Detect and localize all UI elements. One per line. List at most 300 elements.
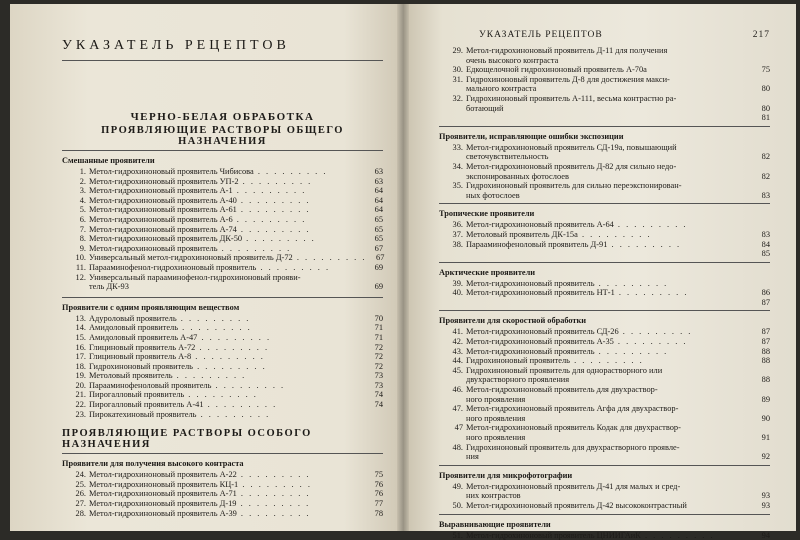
entry-title [89,480,365,490]
entry-page: 87 [761,327,770,337]
entry-title-line: Метол-гидрохиноновый проявитель Д-82 для сильно недо- [466,161,677,171]
entry-page: 92 [761,452,770,462]
entry-number: 41. [452,327,463,337]
index-entry [62,244,383,254]
entry-title-text: Адуроловый проявитель [89,313,177,323]
entry-continuation [439,113,770,123]
entry-number: 9. [79,243,86,253]
leader-dots: . . . . . . . . . [184,390,258,400]
entry-number: 31. [452,74,463,84]
entry-title [89,343,365,353]
main-heading: ЧЕРНО-БЕЛАЯ ОБРАБОТКА [130,111,315,123]
entry-title [466,240,752,250]
index-entry [439,531,770,540]
entry-title-text: Метол-гидрохиноновый проявитель Д-19 [89,499,237,509]
entry-title [89,400,365,410]
entry-page: 74 [374,400,383,410]
entry-title [466,75,752,94]
entry-number: 43. [452,346,463,356]
entry-title [466,337,752,347]
entry-number: 24. [75,470,86,480]
entry-title-text: Метол-гидрохиноновый проявитель УП-2 [89,176,239,186]
entry-title-text: Гидрохиноновый проявитель [89,361,193,371]
entry-title-text: Метол-гидрохиноновый проявитель ЦНИИГАиК [466,530,641,540]
header-rule [62,60,383,61]
entry-page: 90 [761,413,770,423]
group-title-exposure: Проявители, исправляющие ошибки экспозиции [439,131,624,141]
entry-title [89,253,366,263]
entry-number: 29. [452,46,463,55]
entry-number: 1. [79,167,86,176]
entry-page: 87 [761,337,770,347]
entry-title-text: Метол-гидрохиноновый проявитель [89,243,218,253]
leader-dots: . . . . . . . . . [196,409,271,419]
entry-number: 20. [75,380,86,390]
entry-title [466,404,752,423]
leader-dots: . . . . . . . . . [178,323,252,333]
entry-title-line: Метол-гидрохиноновый проявитель для двухраствор- [466,385,658,395]
arctic-list [439,279,770,298]
section-rule [439,514,770,515]
microphotography-list [439,482,770,511]
leader-dots: . . . . . . . . . [236,489,311,499]
index-entry [62,177,383,187]
entry-page: 83 [761,190,770,200]
section-title-general: ПРОЯВЛЯЮЩИЕ РАСТВОРЫ ОБЩЕГО НАЗНАЧЕНИЯ [101,125,344,147]
entry-page: 91 [761,433,770,442]
index-entry [439,443,770,462]
leader-dots: . . . . . . . . . [176,313,251,323]
entry-title-line: мального контраста [466,84,537,94]
leader-dots: . . . . . . . . . [236,470,311,480]
entry-title [466,65,752,75]
running-title: УКАЗАТЕЛЬ РЕЦЕПТОВ [479,30,603,40]
index-entry [439,279,770,289]
entry-title-line: Гидрохиноновый проявитель для однорастворного или [466,365,663,375]
leader-dots: . . . . . . . . . [191,352,265,362]
leader-dots: . . . . . . . . . [253,167,328,176]
entry-page: 84 [761,239,770,249]
high-contrast-list [62,470,383,518]
entry-number: 6. [79,214,86,224]
leader-dots: . . . . . . . . . [618,327,693,337]
entry-title-text: Парааминофенол-гидрохиноновый проявитель [89,262,257,272]
entry-title-line: ботающий [466,103,504,113]
index-entry [439,65,770,75]
entry-page: 67 [376,253,385,263]
entry-number: 51. [452,530,463,540]
index-entry [62,352,383,362]
leader-dots: . . . . . . . . . [594,278,669,288]
group-title-tropical: Тропические проявители [439,209,535,219]
leader-dots: . . . . . . . . . [238,479,312,489]
left-page [10,4,403,531]
running-head [439,30,770,46]
index-entry [439,482,770,501]
leader-dots: . . . . . . . . . [256,262,331,272]
entry-number: 15. [75,332,86,342]
entry-page: 70 [374,313,383,323]
entry-number: 36. [452,220,463,230]
entry-title-text: Универсальный метол-гидрохиноновый проявитель Д-72 [89,253,293,263]
entry-title [466,162,752,181]
index-entry [62,489,383,499]
entry-title [466,482,752,501]
index-entry [62,400,383,410]
entry-number: 2. [79,176,86,186]
index-entry [439,356,770,366]
running-title: УКАЗАТЕЛЬ РЕЦЕПТОВ [62,38,290,53]
book-gutter [397,4,409,531]
entry-page: 93 [761,500,770,510]
entry-number: 8. [79,234,86,244]
index-entry [62,186,383,196]
entry-title-text: Метол-гидрохиноновый проявитель [466,346,595,356]
entry-title-text: Метол-гидрохиноновый проявитель А-39 [89,508,237,518]
index-entry [62,470,383,480]
entry-page: 63 [374,167,383,176]
leader-dots: . . . . . . . . . [613,220,688,230]
right-page [403,4,796,540]
entry-page: 80 [761,84,770,94]
entry-title-line: Гидрохиноновый проявитель Д-8 для достижения макси- [466,74,670,84]
entry-page: 65 [374,214,383,224]
entry-title-text: Парааминофеноловый проявитель Д-91 [466,239,608,249]
entry-title [89,273,365,292]
entry-page: 69 [374,262,383,272]
entry-number: 49. [452,481,463,491]
entry-number: 40. [452,288,463,298]
entry-title-line: ного проявления [466,394,526,404]
section-title-special: ПРОЯВЛЯЮЩИЕ РАСТВОРЫ ОСОБОГО НАЗНАЧЕНИЯ [62,428,312,451]
entry-title-text: Метол-гидрохиноновый проявитель А-6 [89,214,233,224]
leader-dots: . . . . . . . . . [236,224,311,234]
entry-page: 80 [761,103,770,113]
entry-title-line: экспонированных фотослоев [466,171,569,181]
entry-page: 88 [761,375,770,385]
entry-title [466,531,752,540]
entry-page: 67 [374,243,383,253]
entry-title [89,489,365,499]
entry-page: 65 [374,234,383,244]
entry-title-text: Метоловый проявитель [89,371,173,381]
entry-title-line: светочувствительность [466,152,549,162]
index-entry [439,288,770,298]
entry-title-line: Универсальный парааминофенол-гидрохиноновый прояви- [89,272,301,282]
index-entry [62,410,383,420]
entry-page: 72 [374,342,383,352]
section-rule [62,453,383,454]
index-entry [439,366,770,385]
fast-processing-list [439,327,770,365]
index-entry [439,162,770,181]
entry-number: 37. [452,229,463,239]
entry-title [466,230,752,240]
index-entry [62,371,383,381]
entry-number: 25. [75,479,86,489]
index-entry [439,143,770,162]
leader-dots: . . . . . . . . . [192,361,267,371]
entry-page: 89 [761,394,770,404]
entry-title-text: Парааминофеноловый проявитель [89,380,212,390]
entry-title-line: них контрастов [466,491,521,501]
entry-title [89,371,365,381]
entry-title-line: ного проявления [466,433,526,442]
entry-number: 50. [452,500,463,510]
leader-dots: . . . . . . . . . [211,380,286,390]
entry-title-line: Метол-гидрохиноновый проявитель Д-42 высококонтрастный [466,500,687,510]
index-entry [62,362,383,372]
entry-title-text: Метол-гидрохиноновый проявитель А-74 [89,224,237,234]
leader-dots: . . . . . . . . . [569,356,644,366]
entry-page: 75 [761,65,770,75]
entry-page: 87 [761,297,770,307]
group-title-single: Проявители с одним проявляющим веществом [62,302,240,312]
entry-page: 82 [761,152,770,162]
entry-title [89,215,365,225]
entry-number: 21. [75,390,86,400]
entry-page: 65 [374,224,383,234]
entry-title-line: Метол-гидрохиноновый проявитель Д-41 для малых и сред- [466,481,681,491]
entry-page: 71 [374,323,383,333]
index-entry [439,46,770,65]
mixed-developers-list [62,167,383,273]
entry-number: 14. [75,323,86,333]
entry-page: 69 [374,282,383,292]
entry-number: 45. [452,365,463,375]
index-entry [439,347,770,357]
entry-title [89,263,365,273]
leader-dots: . . . . . . . . . [195,342,270,352]
entry-title-line: Гидрохиноновый проявитель А-111, весьма контрастно ра- [466,93,677,103]
group-title-arctic: Арктические проявители [439,267,536,277]
entry-title [89,499,365,509]
entry-page: 94 [761,530,770,540]
entry-number: 47. [452,404,463,414]
open-book [10,4,796,540]
entry-title [89,167,365,177]
index-entry [62,225,383,235]
entry-number: 3. [79,186,86,196]
entry-page: 71 [374,332,383,342]
entry-title-text: Метол-гидрохиноновый проявитель А-64 [466,220,614,230]
entry-page: 76 [374,479,383,489]
entry-title-text: Метол-гидрохиноновый проявитель А-35 [466,337,614,347]
leader-dots: . . . . . . . . . [238,176,313,186]
fast-processing-list-continued [439,366,770,462]
entry-number: 23. [75,409,86,419]
leader-dots: . . . . . . . . . [197,332,272,342]
entry-page: 73 [374,380,383,390]
entry-page: 72 [374,361,383,371]
entry-page: 63 [374,176,383,186]
group-title-micro: Проявители для микрофотографии [439,470,573,480]
page-number: 217 [752,30,770,40]
entry-title-line: Метол-гидрохиноновый проявитель Д-11 для получения [466,46,668,55]
leader-dots: . . . . . . . . . [236,205,311,215]
entry-title [89,177,365,187]
entry-title [466,181,752,200]
entry-page: 78 [374,508,383,518]
entry-title-line: Едкощелочной гидрохиноновый проявитель А-70а [466,65,647,75]
entry-title [89,509,365,519]
entry-number: 10. [75,253,86,263]
entry-title [89,352,365,362]
entry-title-line: очень высокого контраста [466,55,559,65]
index-entry [439,94,770,113]
index-entry [62,196,383,206]
entry-title-text: Метол-гидрохиноновый проявитель А-22 [89,470,237,480]
index-entry [62,263,383,273]
entry-number: 12. [75,272,86,282]
entry-number: 5. [79,205,86,215]
section-rule [439,126,770,127]
entry-number: 28. [75,508,86,518]
entry-page: 74 [374,390,383,400]
entry-number: 33. [452,142,463,152]
entry-title-text: Пирогалловый проявитель А-41 [89,400,204,410]
index-entry [62,381,383,391]
entry-title [466,501,752,511]
index-entry [62,343,383,353]
entry-number: 22. [75,400,86,410]
entry-title-text: Пирокатехиновый проявитель [89,409,197,419]
entry-page: 72 [374,352,383,362]
section-rule [439,310,770,311]
index-entry [439,327,770,337]
entry-number: 13. [75,313,86,323]
entry-title [466,327,752,337]
entry-continuation [439,298,770,308]
single-agent-developers-list [62,314,383,420]
entry-title-text: Гидрохиноновый проявитель [466,356,570,366]
leveling-list [439,531,770,540]
entry-title [89,323,365,333]
group-title-fast: Проявители для скоростной обработки [439,316,587,326]
entry-title-line: Метол-гидрохиноновый проявитель СД-19а, повышающий [466,142,677,152]
leader-dots: . . . . . . . . . [172,371,247,381]
index-entry [62,253,383,263]
entry-number: 11. [75,262,86,272]
index-entry [439,423,770,442]
entry-title-line: Метол-гидрохиноновый проявитель Кодак для двухраствор- [466,423,681,433]
entry-page: 82 [761,171,770,181]
entry-title-text: Амидоловый проявитель [89,323,179,333]
leader-dots: . . . . . . . . . [236,499,311,509]
section-rule [439,203,770,204]
index-entry [62,205,383,215]
leader-dots: . . . . . . . . . [236,195,311,205]
entry-title-line: ных фотослоев [466,190,520,200]
entry-title [89,196,365,206]
entry-title-text: Амидоловый проявитель А-47 [89,332,198,342]
entry-title [89,225,365,235]
leader-dots: . . . . . . . . . [577,229,652,239]
entry-title [466,94,752,113]
high-contrast-continued-list [439,46,770,113]
entry-number: 48. [452,442,463,452]
entry-page: 88 [761,346,770,356]
index-entry [439,404,770,423]
entry-number: 39. [452,278,463,288]
entry-title-line: ния [466,452,479,462]
entry-title [466,443,752,462]
leader-dots: . . . . . . . . . [242,234,316,244]
entry-number: 32. [452,93,463,103]
entry-number: 27. [75,499,86,509]
entry-page: 64 [374,195,383,205]
entry-title-line: двухрастворного проявления [466,375,570,385]
entry-number: 35. [452,181,463,191]
entry-title [89,314,365,324]
entry-title [466,279,752,289]
index-entry [439,501,770,511]
entry-title-text: Глициновый проявитель А-8 [89,352,192,362]
leader-dots: . . . . . . . . . [614,288,689,298]
index-entry [439,337,770,347]
section-rule [439,262,770,263]
entry-page: 88 [761,356,770,366]
index-entry [62,215,383,225]
entry-title-text: Метол-гидрохиноновый проявитель А-1 [89,186,233,196]
entry-number: 18. [75,361,86,371]
entry-title [89,470,365,480]
leader-dots: . . . . . . . . . [292,253,367,263]
entry-title-text: Глициновый проявитель А-72 [89,342,196,352]
group-title-leveling: Выравнивающие проявители [439,519,551,529]
leader-dots: . . . . . . . . . [232,186,307,196]
index-entry [439,181,770,200]
entry-title-text: Пирогалловый проявитель [89,390,185,400]
entry-number: 34. [452,161,463,171]
entry-title [466,220,752,230]
entry-page: 93 [761,491,770,501]
index-entry [439,230,770,240]
exposure-correction-list [439,143,770,201]
entry-number: 4. [79,195,86,205]
tropical-list [439,220,770,249]
entry-title [89,410,365,420]
entry-title [466,143,752,162]
entry-page: 81 [761,113,770,123]
leader-dots: . . . . . . . . . [217,243,292,253]
entry-title-line: Гидрохиноновый проявитель для сильно переэкспонирован- [466,181,682,191]
entry-title [89,381,365,391]
entry-title-text: Метоловый проявитель ДК-15а [466,229,578,239]
entry-title [466,46,752,65]
index-entry [62,314,383,324]
entry-number: 17. [75,352,86,362]
index-entry [439,240,770,250]
entry-number: 44. [452,356,463,366]
section-rule [62,297,383,298]
entry-title [89,390,365,400]
index-entry [62,273,383,292]
entry-number: 7. [79,224,86,234]
entry-title-line: Метол-гидрохиноновый проявитель Агфа для двухраствор- [466,404,679,414]
entry-page: 76 [374,489,383,499]
entry-page: 64 [374,186,383,196]
entry-title [466,366,752,385]
group-title-high-contrast: Проявители для получения высокого контраста [62,459,244,469]
index-entry [439,75,770,94]
entry-page: 86 [761,288,770,298]
entry-page: 77 [374,499,383,509]
entry-number: 38. [452,239,463,249]
index-entry [62,323,383,333]
entry-title [89,234,365,244]
leader-dots: . . . . . . . . . [232,214,307,224]
